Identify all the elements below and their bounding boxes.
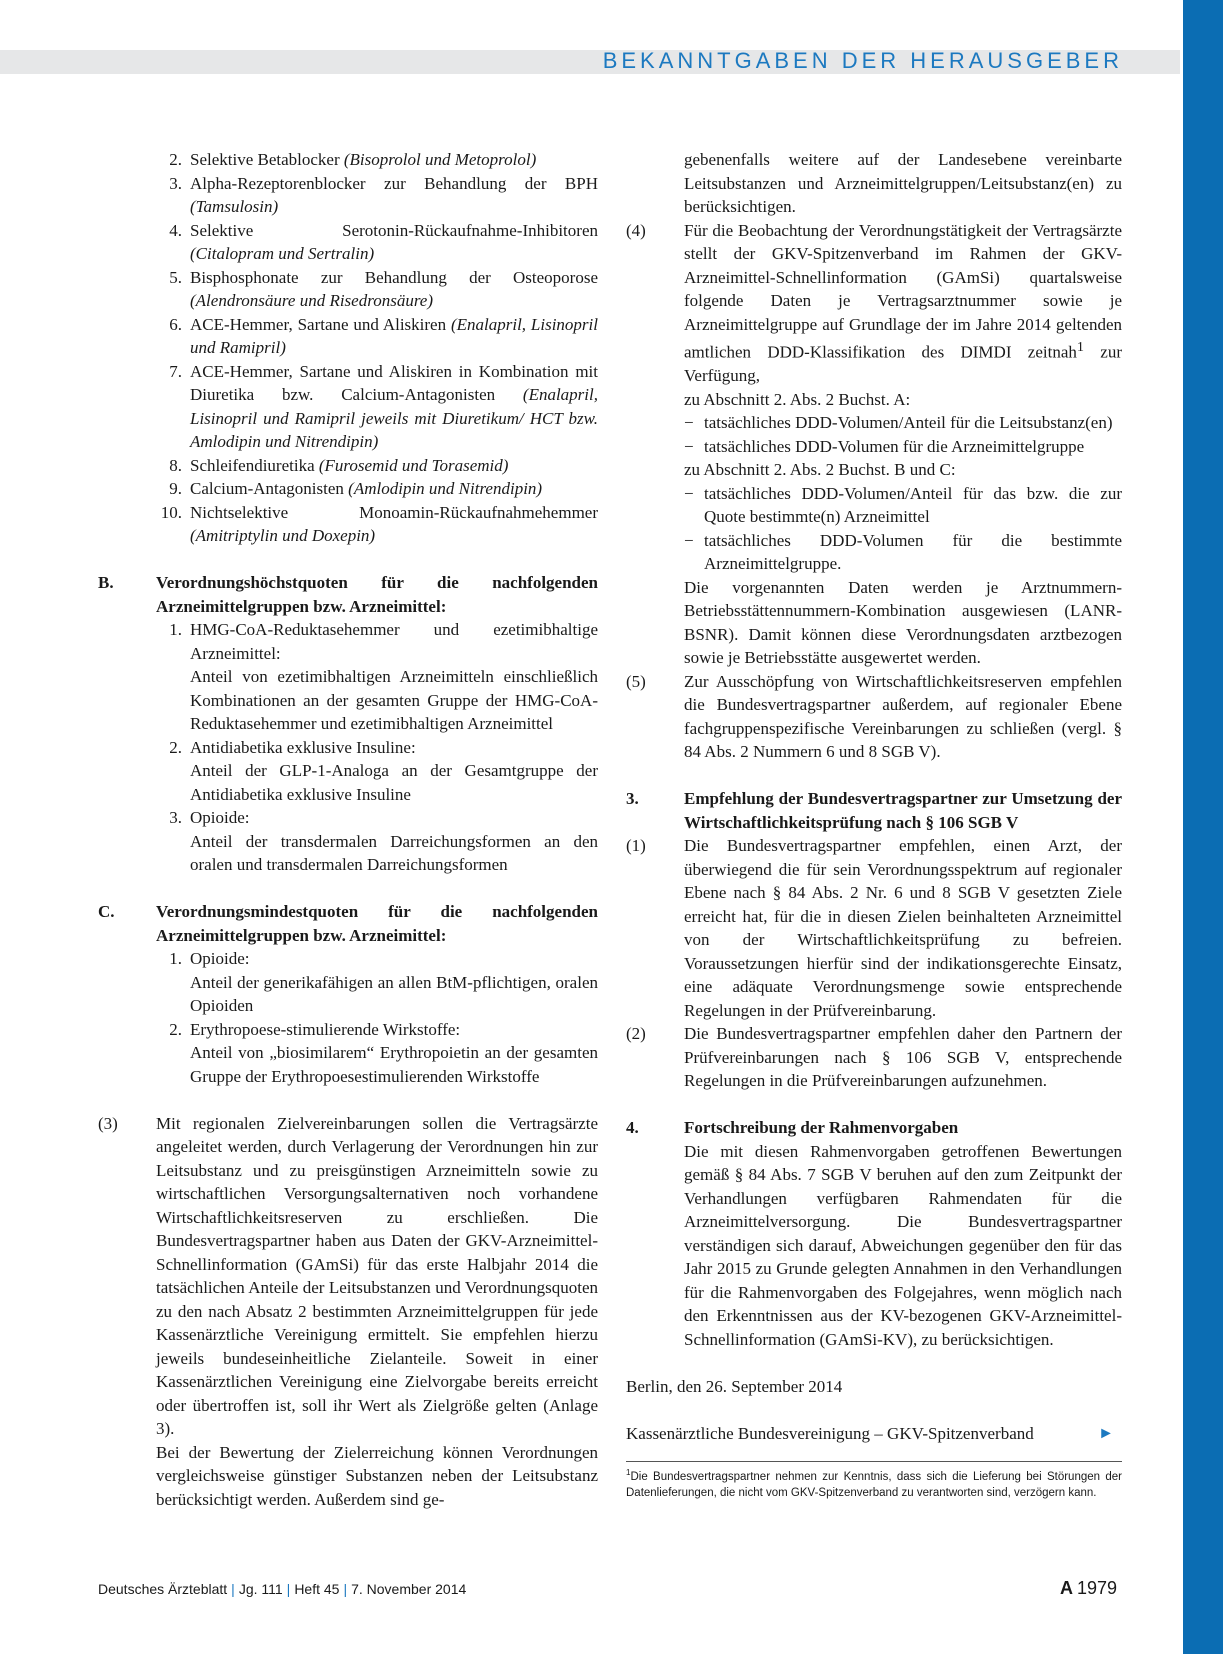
list-item: 9. Calcium-Antagonisten (Amlodipin und Nitrendipin) <box>169 479 543 498</box>
list-item: 2. Antidiabetika exklusive Insuline: Anteil der GLP-1-Analoga an der Gesamtgruppe der Antidiabetika exklusive Insuline <box>169 737 598 804</box>
dash-item: − tatsächliches DDD-Volumen für die bestimmte Arzneimittelgruppe. <box>684 530 1122 574</box>
list-item: 2. Selektive Betablocker (Bisoprolol und Metoprolol) <box>169 150 537 169</box>
place-date: Berlin, den 26. September 2014 <box>626 1376 843 1396</box>
section-b <box>98 571 598 877</box>
paragraph-3: (3) Mit regionalen Zielvereinbarungen sollen die Vertragsärzte angeleitet werden, durch Verlagerung der Verordnungen hin zur Leitsubstanz und zu preisgünstigen Arzneimitteln sowie zu wirtschaftlichen Versorgungsalternativen noch vorhandene Wirtschaftlichkeitsreserven zu erschließen. Die Bundesvertragspartner haben aus Daten der GKV-Arzneimittel-Schnellinformation (GAmSi) für das erste Halbjahr 2014 die tatsächlichen Anteile der Leitsubstanzen und Verordnungsquoten zu den nach Absatz 2 bestimmten Arzneimittelgruppen für jede Kassenärztliche Vereinigung ermittelt. Sie empfehlen hierzu jeweils bundeseinheitliche Zielanteile. Soweit in einer Kassenärztlichen Vereinigung eine Zielvorgabe bereits erreicht oder übertroffen ist, soll ihr Wert als Zielgröße gelten (Anlage 3). Bei der Bewertung der Zielerreichung können Verordnungen vergleichsweise günstiger Substanzen neben der Leitsubstanz berücksichtigt werden. Außerdem sind ge- <box>98 1113 598 1509</box>
continued-text: gebenenfalls weitere auf der Landesebene vereinbarte Leitsubstanzen und Arzneimittelgruppen/Leitsubstanz(en) zu berücksichtigen. <box>684 150 1122 216</box>
list-item: 10. Nichtselektive Monoamin-Rückaufnahmehemmer (Amitriptylin und Doxepin) <box>160 502 598 545</box>
footnote-marker: 1 <box>1076 339 1084 355</box>
footer-citation: Deutsches Ärzteblatt | Jg. 111 | Heft 45 | 7. November 2014 <box>98 1581 467 1597</box>
section-heading: 4. Fortschreibung der Rahmenvorgaben <box>626 1118 959 1138</box>
signatories: Kassenärztliche Bundesvereinigung – GKV-Spitzenverband ► <box>626 1422 1122 1446</box>
side-accent-bar <box>1183 0 1223 1654</box>
list-item: 3. Opioide: Anteil der transdermalen Darreichungsformen an den oralen und transdermalen Darreichungsformen <box>169 808 598 874</box>
continue-arrow-icon: ► <box>1098 1424 1114 1442</box>
paragraph: (1) Die Bundesvertragspartner empfehlen, einen Arzt, der überwiegend die für sein Verordnungsspektrum auf regionaler Ebene nach § 84 Abs. 2 Nr. 6 und 8 SGB V gesetzten Ziele erreicht hat, für die in diesen Zielen beinhalteten Arzneimittel von der Wirtschaftlichkeitsprüfung zu befreien. Voraussetzungen hierfür sind der indikationsgerechte Einsatz, eine adäquate Verordnungsmenge sowie entsprechende Regelungen in der Prüfvereinbarung. <box>626 836 1122 1020</box>
paragraph-5: (5) Zur Ausschöpfung von Wirtschaftlichkeitsreserven empfehlen die Bundesvertragspartner außerdem, auf regionaler Ebene fachgruppenspezifische Vereinbarungen zu schließen (vergl. § 84 Abs. 2 Nummern 6 und 8 SGB V). <box>626 671 1122 762</box>
right-column: gebenenfalls weitere auf der Landesebene vereinbarte Leitsubstanzen und Arzneimittelgruppen/Leitsubstanz(en) zu berücksichtigen. (4) Für die Beobachtung der Verordnungstätigkeit der Vertragsärzte stellt der GKV-Spitzenverband im Rahmen der GKV-Arzneimittel-Schnellinformation (GAmSi) quartalsweise folgende Daten je Vertragsarztnummer sowie je Arzneimittelgruppe auf Grundlage der im Jahre 2014 geltenden amtlichen DDD-Klassifikation des DIMDI zeitnah$^1$ zur Verfügung, zu Abschnitt 2. Abs. 2 Buchst. A: − tatsächliches DDD-Volumen/Anteil für die Leitsubstanz(en) − tatsächliches DDD-Volumen für die Arzneimittelgruppe zu Abschnitt 2. Abs. 2 Buchst. B und C: − tatsächliches DDD-Volumen/Anteil für das bzw. die zur Quote bestimmte(n) Arzneimittel − tatsächliches DDD-Volumen für die bestimmte Arzneimittelgruppe. Die vorgenannten Daten werden je Arztnummern-Betriebsstättennummern-Kombination ausgewiesen (LANR-BSNR). Damit können diese Verordnungsdaten arztbezogen sowie je Betriebsstätte ausgewertet werden. (5) Zur Ausschöpfung von Wirtschaftlichkeitsreserven empfehlen die Bundesvertragspartner außerdem, auf regionaler Ebene fachgruppenspezifische Vereinbarungen zu schließen (vergl. § 84 Abs. 2 Nummern 6 und 8 SGB V). 3. Empfehlung der Bundesvertragspartner zur Umsetzung der Wirtschaftlichkeitsprüfung nach § 106 SGB V (1) Die Bundesvertragspartner empfehlen, einen Arzt, der überwiegend die für sein Verordnungsspektrum auf regionaler Ebene nach § 84 Abs. 2 Nr. 6 und 8 SGB V gesetzten Ziele erreicht hat, für die in diesen Zielen beinhalteten Arzneimittel von der Wirtschaftlichkeitsprüfung zu befreien. Voraussetzungen hierfür sind der indikationsgerechte Einsatz, eine adäquate Verordnungsmenge sowie entsprechende Regelungen in der Prüfvereinbarung. (2) Die Bundesvertragspartner empfehlen daher den Partnern der Prüfvereinbarungen nach § 106 SGB V, entsprechende Regelungen in die Prüfvereinbarungen aufzunehmen. 4. Fortschreibung der Rahmenvorgaben Die mit diesen Rahmenvorgaben getroffenen Bewertungen gemäß § 84 Abs. 7 SGB V beruhen auf den zum Zeitpunkt der Verhandlungen verfügbaren Rahmendaten für die Arzneimittelversorgung. Die Bundesvertragspartner verständigen sich darauf, Abweichungen gegenüber den für das Jahr 2015 zu Grunde gelegten Annahmen in den Verhandlungen für die Rahmenvorgaben des Folgejahres, wenn möglich nach den Erkenntnissen aus der KV-bezogenen GKV-Arzneimittel-Schnellinformation (GAmSi-KV), zu berücksichtigen. Berlin, den 26. September 2014 Kassenärztliche Bundesvereinigung – GKV-Spitzenverband ► $^1$Die Bundesvertragspartner nehmen zur Kenntnis, dass sich die Lieferung bei Störungen der Datenlieferungen, die nicht vom GKV-Spitzenverband zu verantworten sind, verzögern kann. <box>626 150 1122 1499</box>
footnote: $^1$Die Bundesvertragspartner nehmen zur Kenntnis, dass sich die Lieferung bei Störungen der Datenlieferungen, die nicht vom GKV-Spitzenverband zu verantworten sind, verzögern kann. <box>626 1468 1122 1499</box>
section-heading: 3. Empfehlung der Bundesvertragspartner zur Umsetzung der Wirtschaftlichkeitsprüfung nach § 106 SGB V <box>626 789 1122 832</box>
dash-item: − tatsächliches DDD-Volumen für die Arzneimittelgruppe <box>684 436 1085 456</box>
list-item: 3. Alpha-Rezeptorenblocker zur Behandlung der BPH (Tamsulosin) <box>169 173 598 216</box>
list-item: 7. ACE-Hemmer, Sartane und Aliskiren in Kombination mit Diuretika bzw. Calcium-Antagonisten (Enalapril, Lisinopril und Ramipril jeweils mit Diuretikum/ HCT bzw. Amlodipin und Nitrendipin) <box>169 361 598 451</box>
section-title: BEKANNTGABEN DER HERAUSGEBER <box>602 48 1123 73</box>
dash-item: − tatsächliches DDD-Volumen/Anteil für das bzw. die zur Quote bestimmte(n) Arzneimittel <box>684 483 1122 527</box>
page-number: A 1979 <box>1059 1578 1117 1598</box>
paragraph-4: (4) Für die Beobachtung der Verordnungstätigkeit der Vertragsärzte stellt der GKV-Spitzenverband im Rahmen der GKV-Arzneimittel-Schnellinformation (GAmSi) quartalsweise folgende Daten je Vertragsarztnummer sowie je Arzneimittelgruppe auf Grundlage der im Jahre 2014 geltenden amtlichen DDD-Klassifikation des DIMDI zeitnah$^1$ zur Verfügung, zu Abschnitt 2. Abs. 2 Buchst. A: <box>626 220 1122 409</box>
section-c <box>98 900 598 1088</box>
left-column <box>98 148 598 1511</box>
list-item: 5. Bisphosphonate zur Behandlung der Osteoporose (Alendronsäure und Risedronsäure) <box>169 267 598 310</box>
list-item: 1. Opioide: Anteil der generikafähigen an allen BtM-pflichtigen, oralen Opioiden <box>169 949 598 1015</box>
paragraph: Die mit diesen Rahmenvorgaben getroffenen Bewertungen gemäß § 84 Abs. 7 SGB V beruhen auf den zum Zeitpunkt der Verhandlungen verfügbaren Rahmendaten für die Arzneimittelversorgung. Die Bundesvertragspartner verständigen sich darauf, Abweichungen gegenüber den für das Jahr 2015 zu Grunde gelegten Annahmen in den Verhandlungen für die Rahmenvorgaben des Folgejahres, wenn möglich nach den Erkenntnissen aus der KV-bezogenen GKV-Arzneimittel-Schnellinformation (GAmSi-KV), zu berücksichtigen. <box>684 1141 1122 1349</box>
list-a-continued <box>98 148 598 548</box>
section-heading: C. Verordnungsmindestquoten für die nachfolgenden Arzneimittelgruppen bzw. Arzneimittel: <box>98 902 598 945</box>
list-item: 6. ACE-Hemmer, Sartane und Aliskiren (Enalapril, Lisinopril und Ramipril) <box>169 314 598 357</box>
list-item: 4. Selektive Serotonin-Rückaufnahme-Inhibitoren (Citalopram und Sertralin) <box>169 220 598 263</box>
section-heading: B. Verordnungshöchstquoten für die nachfolgenden Arzneimittelgruppen bzw. Arzneimittel: <box>98 573 598 616</box>
list-item: 2. Erythropoese-stimulierende Wirkstoffe: Anteil von „biosimilarem“ Erythropoietin an der gesamten Gruppe der Erythropoesestimulierenden Wirkstoffe <box>169 1019 598 1086</box>
list-item: 8. Schleifendiuretika (Furosemid und Torasemid) <box>169 455 509 475</box>
dash-item: − tatsächliches DDD-Volumen/Anteil für die Leitsubstanz(en) <box>684 413 1113 433</box>
paragraph: (2) Die Bundesvertragspartner empfehlen daher den Partnern der Prüfvereinbarungen nach § 106 SGB V, entsprechende Regelungen in die Prüfvereinbarungen aufzunehmen. <box>626 1024 1122 1091</box>
list-item: 1. HMG-CoA-Reduktasehemmer und ezetimibhaltige Arzneimittel: Anteil von ezetimibhaltigen Arzneimitteln einschließlich Kombinationen an der gesamten Gruppe der HMG-CoA-Reduktasehemmer und ezetimibhaltigen Arzneimittel <box>169 620 598 733</box>
